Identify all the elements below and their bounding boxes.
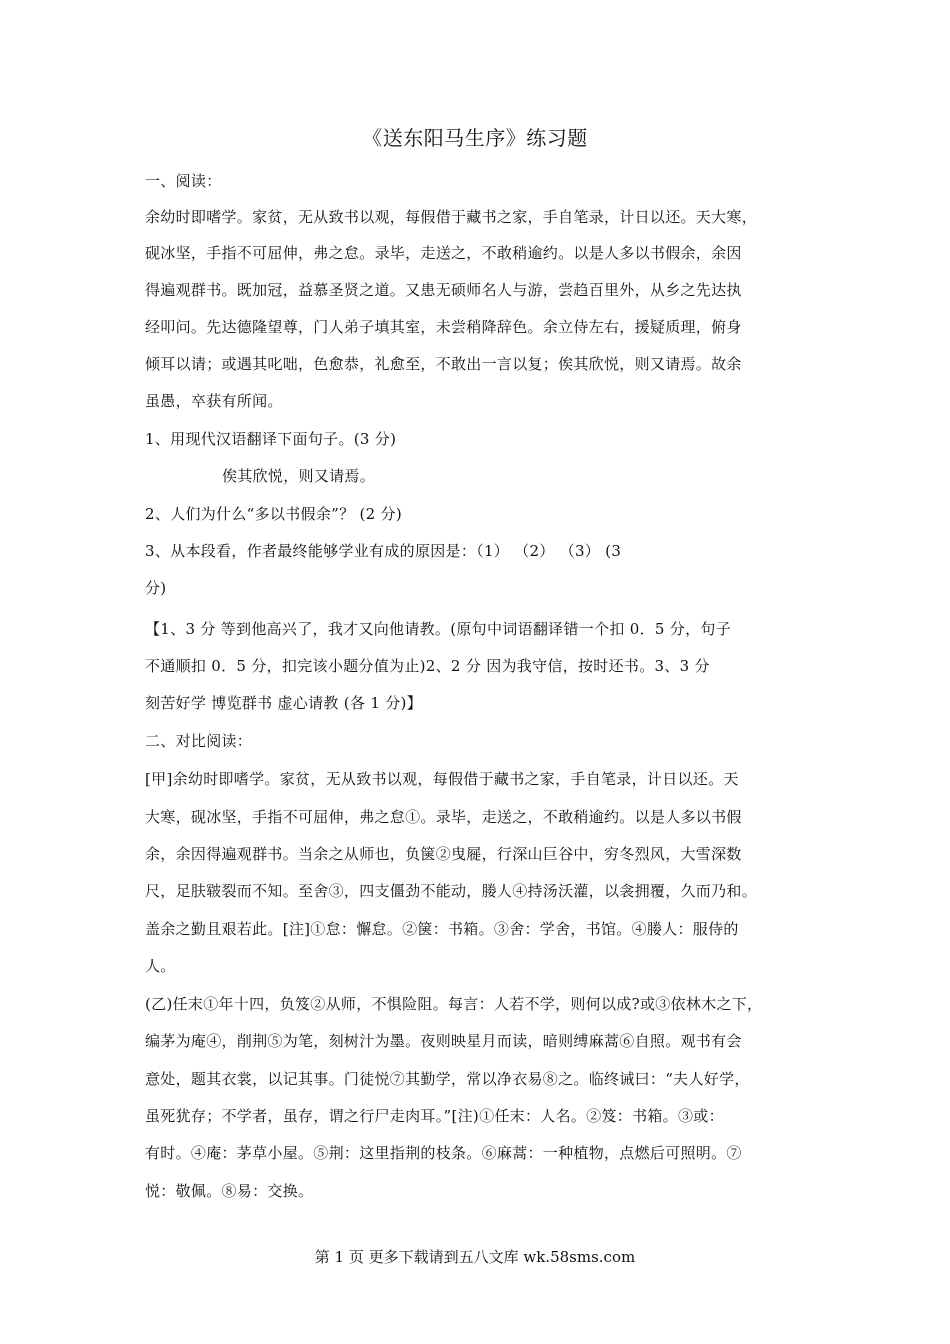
answer-line: 不通顺扣 0．5 分，扣完该小题分值为止)2、2 分 因为我守信，按时还书。3、3 分 (145, 657, 710, 675)
passage-yi-line: 意处，题其衣裳，以记其事。门徒悦⑦其勤学，常以净衣易⑧之。临终诫曰：“夫人好学， (145, 1070, 750, 1088)
passage-jia-line: [甲]余幼时即嗜学。家贫，无从致书以观，每假借于藏书之家，手自笔录，计日以还。天 (145, 770, 739, 788)
page-footer: 第 1 页 更多下载请到五八文库 wk.58sms.com (314, 1248, 636, 1266)
passage-line: 经叩问。先达德隆望尊，门人弟子填其室，未尝稍降辞色。余立侍左右，援疑质理，俯身 (145, 318, 742, 336)
question-1-sentence: 俟其欣悦，则又请焉。 (222, 467, 376, 485)
question-3: 3、从本段看，作者最终能够学业有成的原因是：（1） （2） （3） (3 (145, 542, 622, 560)
passage-jia-line: 尺，足肤皲裂而不知。至舍③，四支僵劲不能动，媵人④持汤沃灌，以衾拥覆，久而乃和。 (145, 882, 758, 900)
passage-line: 砚冰坚，手指不可屈伸，弗之怠。录毕，走送之，不敢稍逾约。以是人多以书假余，余因 (145, 244, 742, 262)
passage-jia-line: 大寒，砚冰坚，手指不可屈伸，弗之怠①。录毕，走送之，不敢稍逾约。以是人多以书假 (145, 808, 742, 826)
answer-line: 【1、3 分 等到他高兴了，我才又向他请教。(原句中词语翻译错一个扣 0．5 分，句子 (145, 620, 732, 638)
passage-yi-notes: 有时。④庵：茅草小屋。⑤荆：这里指荆的枝条。⑥麻蒿：一种植物，点燃后可照明。⑦ (145, 1144, 742, 1162)
section-heading-reading: 一、阅读： (145, 172, 222, 190)
passage-yi-notes: 悦：敬佩。⑧易：交换。 (145, 1182, 314, 1200)
passage-line: 倾耳以请；或遇其叱咄，色愈恭，礼愈至，不敢出一言以复；俟其欣悦，则又请焉。故余 (145, 355, 742, 373)
passage-jia-notes: 人。 (145, 957, 176, 975)
question-1: 1、用现代汉语翻译下面句子。(3 分) (145, 430, 397, 448)
passage-line: 余幼时即嗜学。家贫，无从致书以观，每假借于藏书之家，手自笔录，计日以还。天大寒， (145, 208, 758, 226)
passage-yi-line: 编茅为庵④，削荆⑤为笔，刻树汁为墨。夜则映星月而读，暗则缚麻蒿⑥自照。观书有会 (145, 1032, 742, 1050)
passage-yi-line: (乙)任末①年十四，负笈②从师，不惧险阻。每言：人若不学，则何以成?或③依林木之下， (145, 995, 763, 1013)
passage-jia-line: 余，余因得遍观群书。当余之从师也，负箧②曳屣，行深山巨谷中，穷冬烈风，大雪深数 (145, 845, 742, 863)
passage-yi-line: 虽死犹存；不学者，虽存，谓之行尸走肉耳。”[注)①任末：人名。②笈：书箱。③或： (145, 1107, 724, 1125)
passage-line: 虽愚，卒获有所闻。 (145, 392, 283, 410)
document-title: 《送东阳马生序》练习题 (362, 126, 588, 150)
section-heading-compare: 二、对比阅读： (145, 732, 253, 750)
answer-line: 刻苦好学 博览群书 虚心请教 (各 1 分)】 (145, 694, 422, 712)
passage-line: 得遍观群书。既加冠，益慕圣贤之道。又患无硕师名人与游，尝趋百里外，从乡之先达执 (145, 281, 742, 299)
question-3-cont: 分) (145, 579, 167, 597)
question-2: 2、人们为什么“多以书假余”？ (2 分) (145, 505, 402, 523)
passage-jia-notes: 盖余之勤且艰若此。[注]①怠：懈怠。②箧：书箱。③舍：学舍，书馆。④媵人：服侍的 (145, 920, 739, 938)
